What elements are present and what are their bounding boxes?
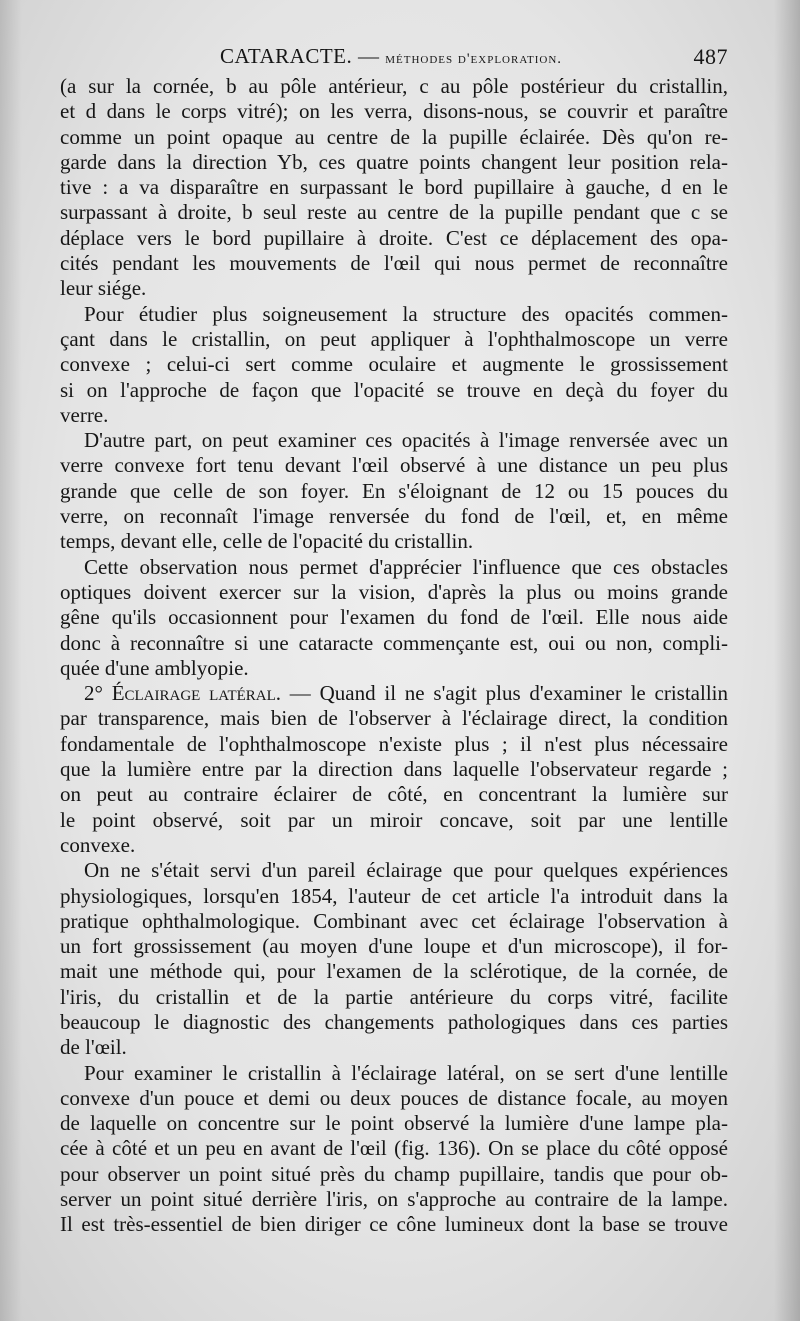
text-line: donc à reconnaître si une cataracte commençante est, oui ou non, compli- (60, 630, 728, 655)
text-line: le point observé, soit par un miroir concave, soit par une lentille (60, 807, 728, 832)
paragraph (60, 302, 728, 428)
paragraph (60, 858, 728, 1060)
text-line: On ne s'était servi d'un pareil éclairage que pour quelques expériences (84, 858, 728, 883)
text-line: Pour examiner le cristallin à l'éclairage latéral, on se sert d'une lentille (84, 1060, 728, 1085)
body-text (60, 74, 728, 1238)
text-line: optiques doivent exercer sur la vision, d'après la plus ou moins grande (60, 579, 728, 604)
text-line: que la lumière entre par la direction dans laquelle l'observateur regarde ; (60, 757, 728, 782)
text-line: temps, devant elle, celle de l'opacité du cristallin. (60, 529, 474, 554)
text-line: tive : a va disparaître en surpassant le bord pupillaire à gauche, d en le (60, 175, 728, 200)
text-line: (a sur la cornée, b au pôle antérieur, c au pôle postérieur du cristallin, (60, 74, 728, 98)
paragraph (60, 428, 728, 554)
text-line: verre convexe fort tenu devant l'œil observé à une distance un peu plus (60, 453, 728, 478)
text-line: convexe d'un pouce et demi ou deux pouces de distance focale, au moyen (60, 1085, 728, 1110)
text-line: verre, on reconnaît l'image renversée du fond de l'œil, et, en même (60, 504, 728, 529)
line-text: Quand il ne s'agit plus d'examiner le cristallin (319, 681, 728, 706)
text-line: cée à côté et un peu en avant de l'œil (fig. 136). On se place du côté opposé (60, 1136, 728, 1161)
running-title-sub: méthodes d'exploration. (385, 51, 563, 67)
section-heading-dash: — (281, 681, 320, 706)
text-line: çant dans le cristallin, on peut appliquer à l'ophthalmoscope un verre (60, 326, 728, 351)
text-line: fondamentale de l'ophthalmoscope n'existe plus ; il n'est plus nécessaire (60, 731, 728, 756)
text-line: convexe. (60, 832, 136, 857)
paragraph (60, 555, 728, 681)
text-line: physiologiques, lorsqu'en 1854, l'auteur de cet article l'a introduit dans la (60, 883, 728, 908)
text-line: comme un point opaque au centre de la pupille éclairée. Dès qu'on re- (60, 124, 728, 149)
running-title (220, 44, 562, 69)
paragraph (60, 74, 728, 302)
text-line: Pour étudier plus soigneusement la structure des opacités commen- (84, 301, 728, 326)
text-line: un fort grossissement (au moyen d'une loupe et d'un microscope), il for- (60, 934, 728, 959)
text-line: garde dans la direction Yb, ces quatre points changent leur position rela- (60, 149, 728, 174)
text-line: gêne qu'ils occasionnent pour l'examen du fond de l'œil. Elle nous aide (60, 605, 728, 630)
text-line: si on l'approche de façon que l'opacité se trouve en deçà du foyer du (60, 377, 728, 402)
text-line: surpassant à droite, b seul reste au centre de la pupille pendant que c se (60, 200, 728, 225)
text-line: par transparence, mais bien de l'observer à l'éclairage direct, la condition (60, 706, 728, 731)
text-line: pratique ophthalmologique. Combinant avec cet éclairage l'observation à (60, 908, 728, 933)
paragraph (60, 681, 728, 858)
text-line: mait une méthode qui, pour l'examen de la sclérotique, de la cornée, de (60, 959, 728, 984)
text-line: pour observer un point situé près du champ pupillaire, tandis que pour ob- (60, 1161, 728, 1186)
text-line: verre. (60, 402, 109, 427)
running-header (60, 40, 728, 70)
text-line: quée d'une amblyopie. (60, 655, 249, 680)
page-gutter-shadow (0, 0, 22, 1321)
text-line: déplace vers le bord pupillaire à droite. C'est ce déplacement des opa- (60, 225, 728, 250)
paragraph (60, 1061, 728, 1238)
text-line: Il est très-essentiel de bien diriger ce cône lumineux dont la base se trouve (60, 1212, 728, 1237)
text-line: l'iris, du cristallin et de la partie antérieure du corps vitré, facilite (60, 984, 728, 1009)
page-number: 487 (693, 44, 728, 69)
section-heading: Éclairage latéral. (111, 681, 282, 706)
text-line: de l'œil. (60, 1035, 127, 1060)
text-line: on peut au contraire éclairer de côté, en concentrant la lumière sur (60, 782, 728, 807)
text-line (60, 681, 728, 706)
running-title-main: CATARACTE. (220, 44, 353, 68)
text-line: D'autre part, on peut examiner ces opacités à l'image renversée avec un (84, 428, 728, 453)
text-line: beaucoup le diagnostic des changements pathologiques dans ces parties (60, 1009, 728, 1034)
text-line: cités pendant les mouvements de l'œil qui nous permet de reconnaître (60, 251, 728, 276)
section-number: 2° (84, 681, 112, 706)
text-line: Cette observation nous permet d'apprécier l'influence que ces obstacles (84, 554, 728, 579)
text-line: de laquelle on concentre sur le point observé la lumière d'une lampe pla- (60, 1111, 728, 1136)
page-edge-shadow (774, 0, 800, 1321)
text-line: et d dans le corps vitré); on les verra, disons-nous, se couvrir et paraître (60, 99, 728, 124)
text-line: leur siége. (60, 276, 147, 301)
text-line: convexe ; celui-ci sert comme oculaire et augmente le grossissement (60, 352, 728, 377)
text-line: server un point situé derrière l'iris, on s'approche au contraire de la lampe. (60, 1187, 728, 1212)
text-line: grande que celle de son foyer. En s'éloignant de 12 ou 15 pouces du (60, 478, 728, 503)
running-title-separator: — (352, 44, 386, 68)
